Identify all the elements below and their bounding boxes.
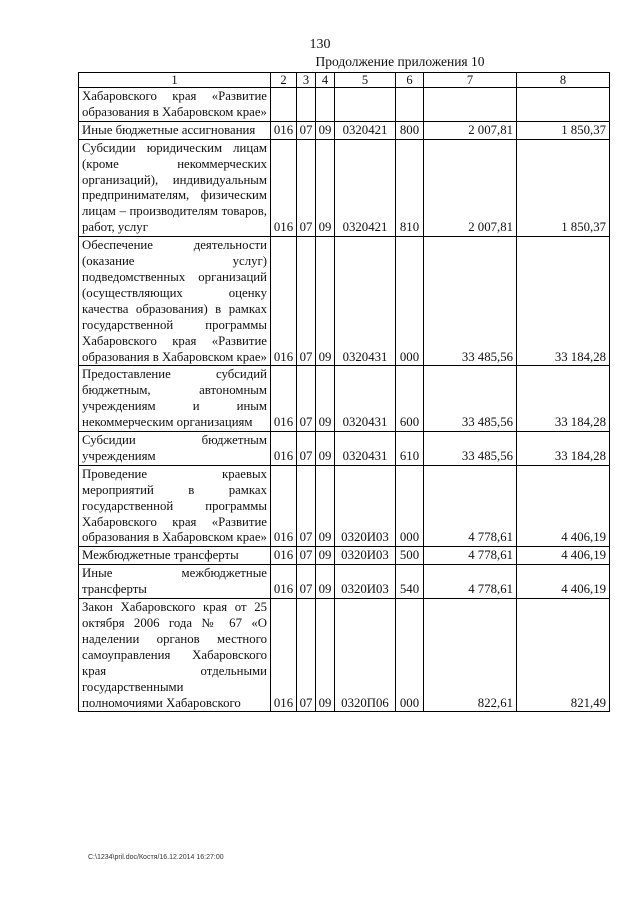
column-numbers-row [79,73,610,88]
row-description: Иные межбюджетные трансферты [79,565,271,599]
section-code: 07 [297,465,316,547]
expense-type-code: 000 [396,465,424,547]
expense-type-code: 000 [396,599,424,712]
target-article-code: 0320И03 [335,547,396,565]
target-article-code: 0320И03 [335,465,396,547]
table-row [79,465,610,547]
amount-actual: 4 406,19 [517,547,610,565]
amount-actual [517,88,610,122]
column-header: 4 [316,73,335,88]
amount-plan: 822,61 [424,599,517,712]
ministry-code: 016 [271,432,297,466]
row-description: Межбюджетные трансферты [79,547,271,565]
target-article-code [335,88,396,122]
ministry-code: 016 [271,547,297,565]
amount-plan [424,88,517,122]
table-row [79,139,610,236]
subsection-code: 09 [316,565,335,599]
ministry-code: 016 [271,565,297,599]
ministry-code [271,88,297,122]
subsection-code: 09 [316,432,335,466]
amount-plan: 4 778,61 [424,565,517,599]
ministry-code: 016 [271,139,297,236]
row-description: Обеспечение деятельности (оказание услуг) подведомственных организаций (осуществляющих оценку качества образования) в рамках государственной программы Хабаровского края «Развитие образования в Хабаровском крае» [79,237,271,366]
row-description: Хабаровского края «Развитие образования в Хабаровском крае» [79,88,271,122]
subsection-code: 09 [316,465,335,547]
amount-actual: 33 184,28 [517,366,610,432]
target-article-code: 0320421 [335,139,396,236]
row-description: Закон Хабаровского края от 25 октября 2006 года № 67 «О наделении органов местного самоуправления Хабаровского края отдельными государственными полномочиями Хабаровского [79,599,271,712]
table-row [79,121,610,139]
budget-table [78,72,610,712]
section-code: 07 [297,547,316,565]
column-header: 7 [424,73,517,88]
column-header: 5 [335,73,396,88]
file-path-footer: C:\1234\pril.doc/Костя/16.12.2014 16:27:00 [88,854,224,861]
page-number: 130 [309,37,331,52]
expense-type-code: 540 [396,565,424,599]
subsection-code: 09 [316,599,335,712]
section-code: 07 [297,139,316,236]
table-row [79,88,610,122]
ministry-code: 016 [271,599,297,712]
row-description: Иные бюджетные ассигнования [79,121,271,139]
amount-actual: 4 406,19 [517,465,610,547]
amount-plan: 4 778,61 [424,547,517,565]
section-code: 07 [297,565,316,599]
table-row [79,237,610,366]
column-header: 2 [271,73,297,88]
expense-type-code: 600 [396,366,424,432]
table-row [79,565,610,599]
row-description: Предоставление субсидий бюджетным, автономным учреждениям и иным некоммерческим организациям [79,366,271,432]
target-article-code: 0320431 [335,237,396,366]
amount-actual: 33 184,28 [517,432,610,466]
section-code: 07 [297,121,316,139]
row-description: Проведение краевых мероприятий в рамках государственной программы Хабаровского края «Развитие образования в Хабаровском крае» [79,465,271,547]
row-description: Субсидии бюджетным учреждениям [79,432,271,466]
table-row [79,432,610,466]
section-code: 07 [297,432,316,466]
amount-plan: 33 485,56 [424,237,517,366]
section-code [297,88,316,122]
subsection-code: 09 [316,237,335,366]
amount-actual: 33 184,28 [517,237,610,366]
subsection-code: 09 [316,366,335,432]
amount-actual: 1 850,37 [517,121,610,139]
ministry-code: 016 [271,237,297,366]
subsection-code: 09 [316,121,335,139]
column-header: 6 [396,73,424,88]
target-article-code: 0320431 [335,366,396,432]
expense-type-code: 800 [396,121,424,139]
row-description: Субсидии юридическим лицам (кроме некоммерческих организаций), индивидуальным предпринимателям, физическим лицам – производителям товаров, работ, услуг [79,139,271,236]
ministry-code: 016 [271,465,297,547]
column-header: 8 [517,73,610,88]
expense-type-code: 810 [396,139,424,236]
table-row [79,599,610,712]
subsection-code [316,88,335,122]
ministry-code: 016 [271,121,297,139]
amount-plan: 2 007,81 [424,139,517,236]
expense-type-code [396,88,424,122]
amount-plan: 33 485,56 [424,366,517,432]
target-article-code: 0320И03 [335,565,396,599]
table-row [79,547,610,565]
column-header: 3 [297,73,316,88]
target-article-code: 0320421 [335,121,396,139]
amount-actual: 821,49 [517,599,610,712]
amount-actual: 4 406,19 [517,565,610,599]
amount-actual: 1 850,37 [517,139,610,236]
column-header: 1 [79,73,271,88]
subsection-code: 09 [316,139,335,236]
target-article-code: 0320431 [335,432,396,466]
ministry-code: 016 [271,366,297,432]
expense-type-code: 000 [396,237,424,366]
amount-plan: 2 007,81 [424,121,517,139]
expense-type-code: 610 [396,432,424,466]
subsection-code: 09 [316,547,335,565]
appendix-continuation-caption: Продолжение приложения 10 [315,54,485,69]
section-code: 07 [297,237,316,366]
amount-plan: 4 778,61 [424,465,517,547]
amount-plan: 33 485,56 [424,432,517,466]
section-code: 07 [297,366,316,432]
target-article-code: 0320П06 [335,599,396,712]
expense-type-code: 500 [396,547,424,565]
section-code: 07 [297,599,316,712]
table-row [79,366,610,432]
